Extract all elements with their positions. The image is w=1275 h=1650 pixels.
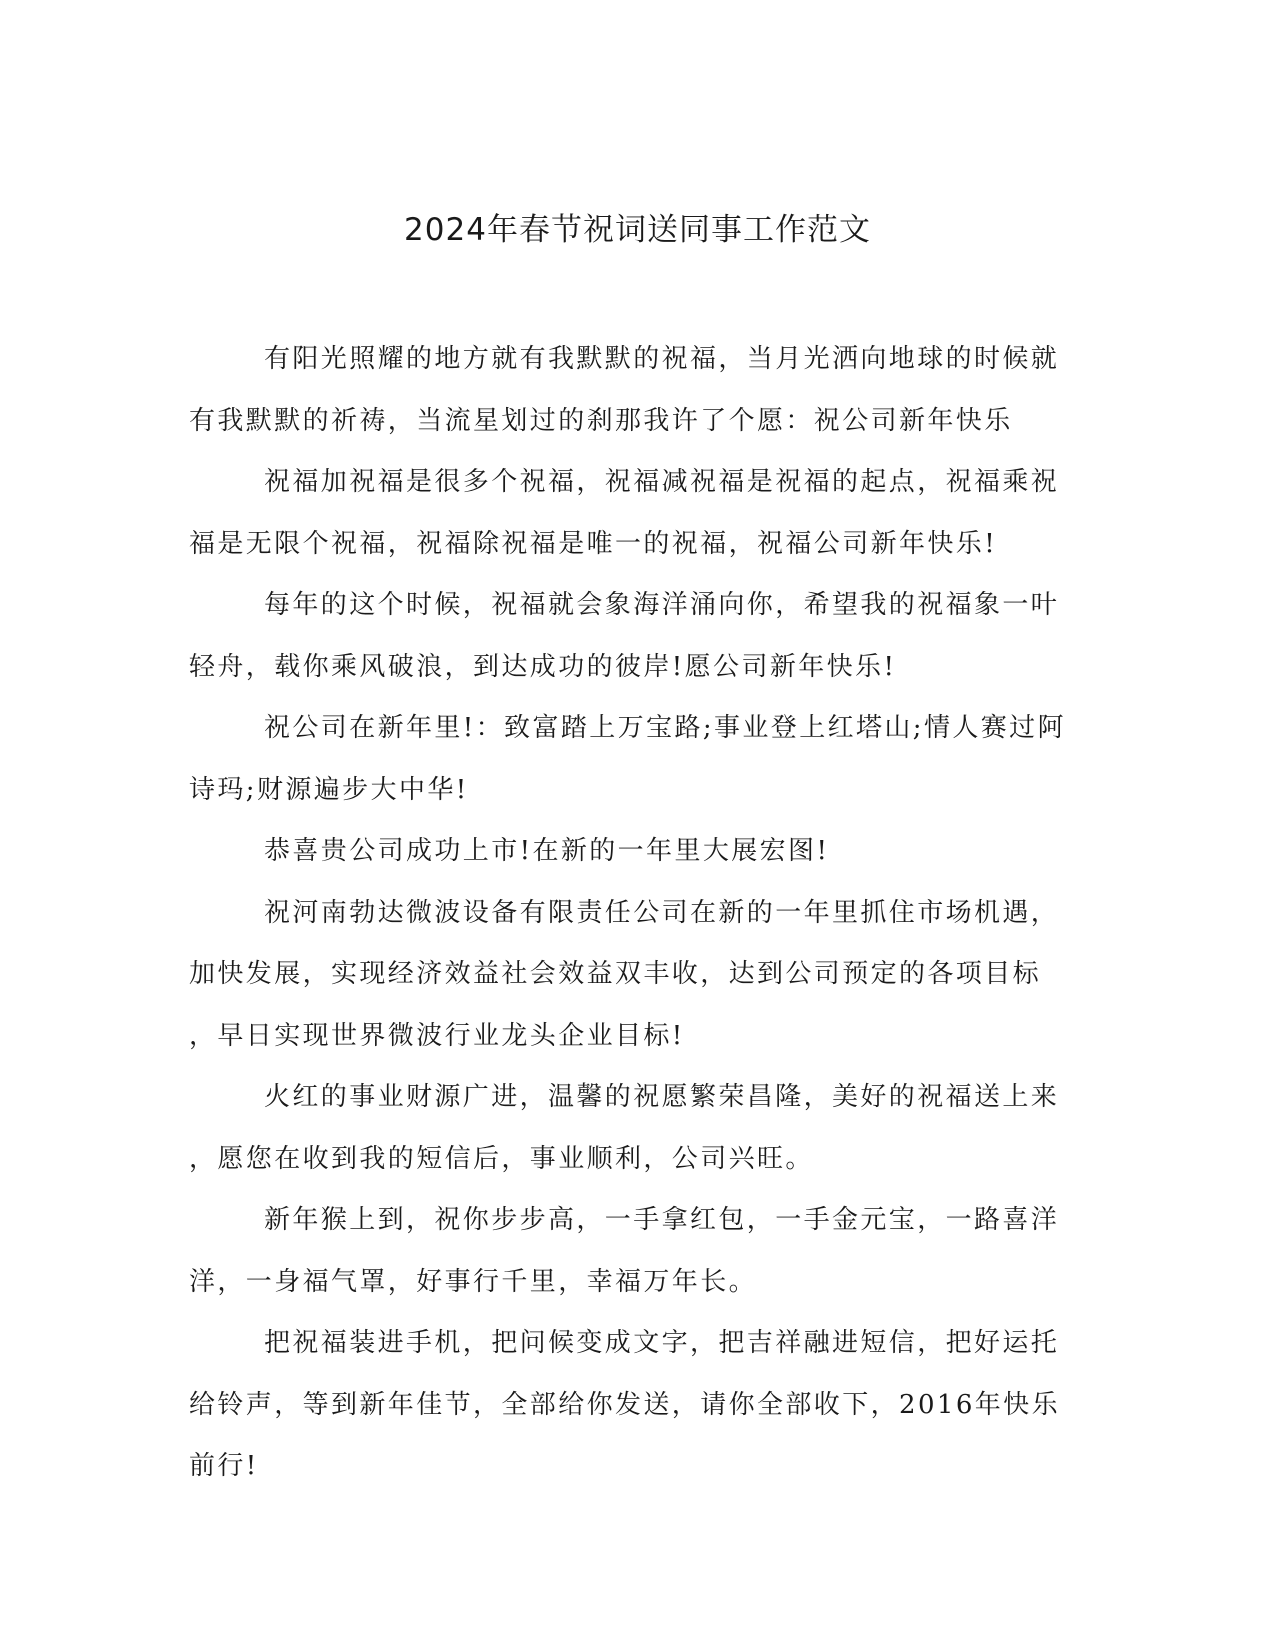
paragraph-2: [189, 452, 1079, 575]
paragraph-line: 祝福加祝福是很多个祝福，祝福减祝福是祝福的起点，祝福乘祝: [264, 467, 1060, 497]
paragraph-7: [189, 1067, 1079, 1190]
paragraph-line: 有阳光照耀的地方就有我默默的祝福，当月光洒向地球的时候就: [264, 344, 1060, 374]
paragraph-line: 恭喜贵公司成功上市!在新的一年里大展宏图!: [264, 836, 830, 866]
paragraph-line: 祝河南勃达微波设备有限责任公司在新的一年里抓住市场机遇，: [264, 897, 1060, 928]
paragraph-line: ，早日实现世界微波行业龙头企业目标!: [189, 1020, 685, 1051]
paragraph-5: [189, 821, 1079, 883]
paragraph-1: [189, 329, 1079, 452]
paragraph-line: 火红的事业财源广进，温馨的祝愿繁荣昌隆，美好的祝福送上来: [264, 1082, 1060, 1112]
paragraph-3: [189, 575, 1079, 698]
paragraph-line: 祝公司在新年里!：致富踏上万宝路;事业登上红塔山;情人赛过阿: [264, 713, 1066, 743]
paragraph-6: [189, 883, 1079, 1068]
paragraph-line: 轻舟，载你乘风破浪，到达成功的彼岸!愿公司新年快乐!: [189, 651, 897, 682]
paragraph-4: [189, 698, 1079, 821]
paragraph-line: 诗玛;财源遍步大中华!: [189, 774, 469, 805]
paragraph-9: [189, 1313, 1079, 1498]
paragraph-8: [189, 1190, 1079, 1313]
document-body: [189, 329, 1079, 1498]
paragraph-line: 洋，一身福气罩，好事行千里，幸福万年长。: [189, 1266, 758, 1297]
paragraph-line: 把祝福装进手机，把问候变成文字，把吉祥融进短信，把好运托: [264, 1328, 1060, 1358]
paragraph-line: 给铃声，等到新年佳节，全部给你发送，请你全部收下，2016年快乐: [189, 1389, 1060, 1420]
document-title: 2024年春节祝词送同事工作范文: [404, 212, 871, 248]
paragraph-line: 有我默默的祈祷，当流星划过的刹那我许了个愿：祝公司新年快乐: [189, 405, 1013, 436]
paragraph-line: 加快发展，实现经济效益社会效益双丰收，达到公司预定的各项目标: [189, 959, 1042, 989]
paragraph-line: 每年的这个时候，祝福就会象海洋涌向你，希望我的祝福象一叶: [264, 590, 1060, 620]
paragraph-line: 福是无限个祝福，祝福除祝福是唯一的祝福，祝福公司新年快乐!: [189, 528, 998, 559]
paragraph-line: 新年猴上到，祝你步步高，一手拿红包，一手金元宝，一路喜洋: [264, 1205, 1060, 1235]
paragraph-line: ，愿您在收到我的短信后，事业顺利，公司兴旺。: [189, 1143, 814, 1174]
paragraph-line: 前行!: [189, 1451, 259, 1481]
